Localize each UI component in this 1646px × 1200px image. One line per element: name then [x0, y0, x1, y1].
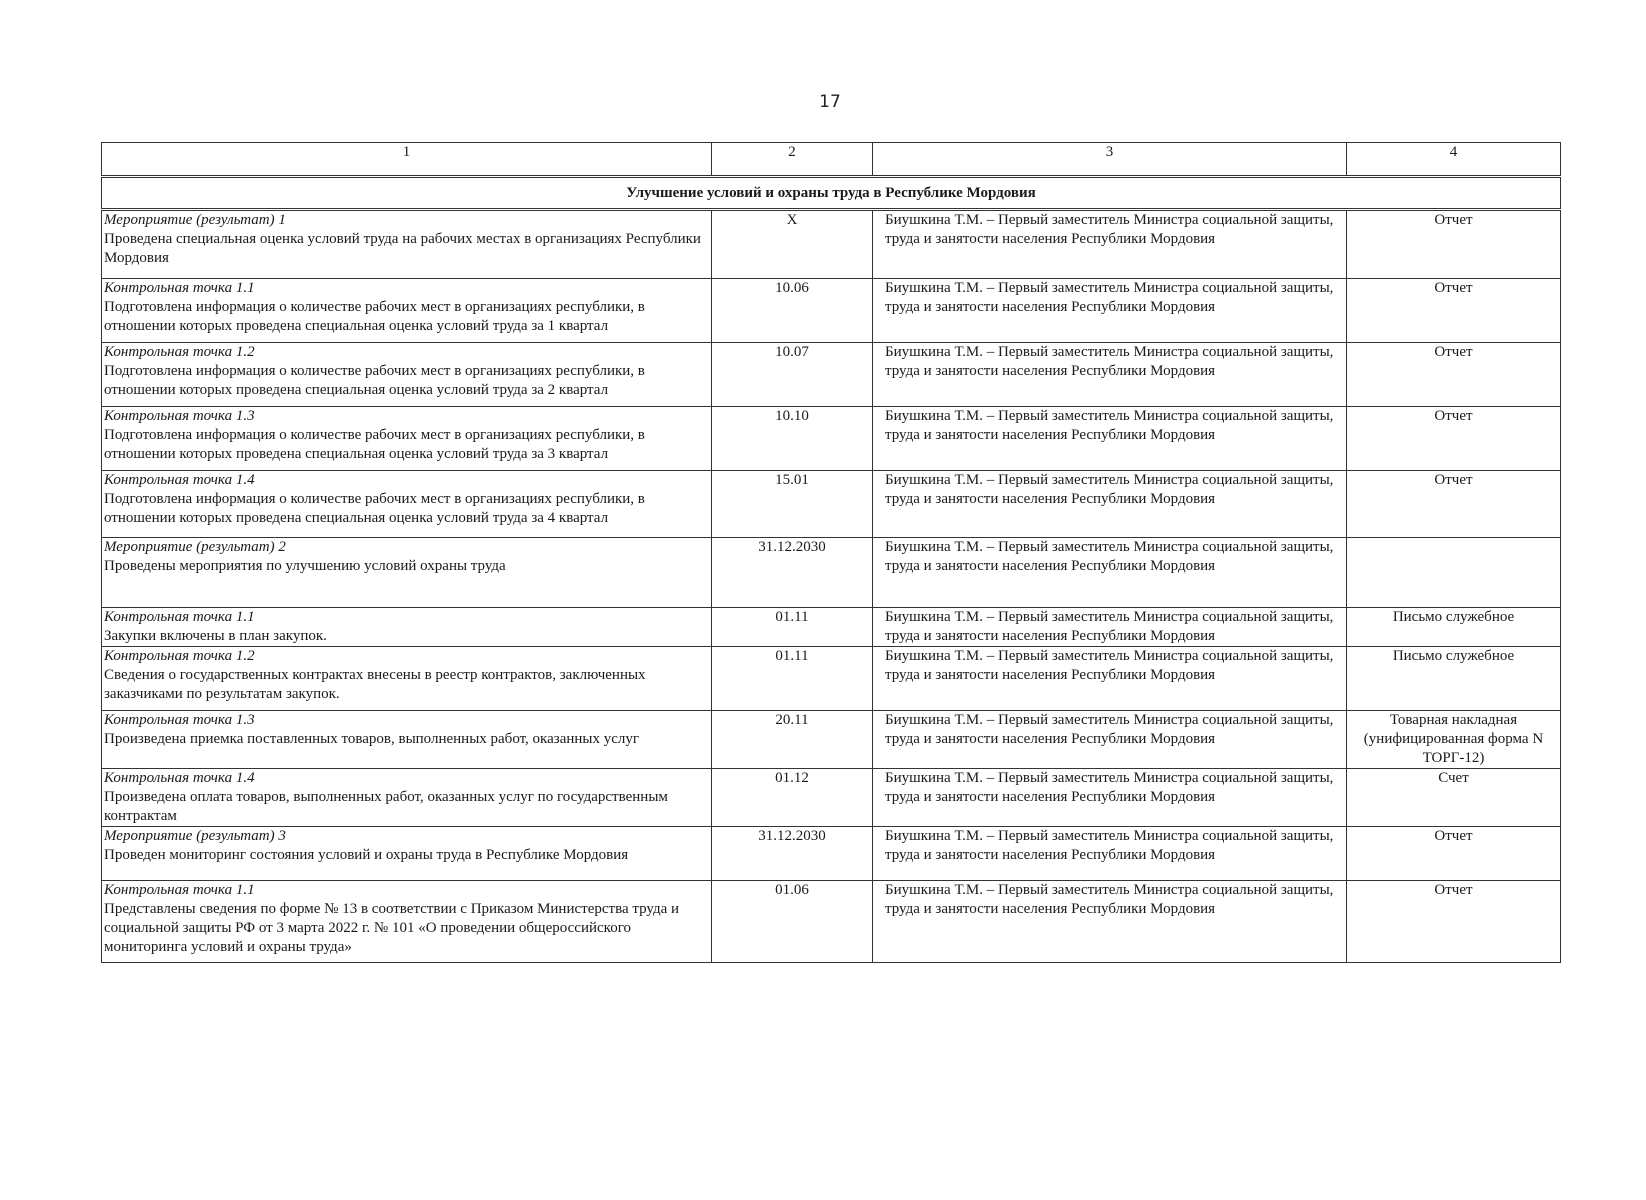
document-cell: Отчет — [1347, 471, 1561, 538]
measure-cell — [102, 711, 712, 769]
responsible-cell: Биушкина Т.М. – Первый заместитель Министра социальной защиты, труда и занятости населения Республики Мордовия — [873, 538, 1347, 608]
date-cell: 01.06 — [712, 881, 873, 963]
measure-cell — [102, 769, 712, 827]
document-cell: Отчет — [1347, 881, 1561, 963]
table-row — [102, 769, 1561, 827]
date-cell: 10.07 — [712, 343, 873, 407]
checkpoint-label: Контрольная точка 1.3 — [104, 712, 255, 728]
checkpoint-label: Контрольная точка 1.1 — [104, 882, 255, 898]
responsible-cell: Биушкина Т.М. – Первый заместитель Министра социальной защиты, труда и занятости населения Республики Мордовия — [873, 210, 1347, 279]
document-cell: Отчет — [1347, 407, 1561, 471]
responsible-cell: Биушкина Т.М. – Первый заместитель Министра социальной защиты, труда и занятости населения Республики Мордовия — [873, 608, 1347, 647]
responsible-cell: Биушкина Т.М. – Первый заместитель Министра социальной защиты, труда и занятости населения Республики Мордовия — [873, 471, 1347, 538]
measure-text: Проведена специальная оценка условий труда на рабочих местах в организациях Республики Мордовия — [104, 231, 701, 266]
section-title-row — [102, 177, 1561, 210]
measures-table — [101, 142, 1561, 963]
date-cell: 20.11 — [712, 711, 873, 769]
checkpoint-label: Контрольная точка 1.1 — [104, 609, 255, 625]
measure-text: Проведен мониторинг состояния условий и охраны труда в Республике Мордовия — [104, 847, 629, 863]
checkpoint-text: Подготовлена информация о количестве рабочих мест в организациях республики, в отношении которых проведена специальная оценка условий труда за 4 квартал — [104, 491, 645, 526]
measure-label: Мероприятие (результат) 3 — [104, 828, 286, 844]
checkpoint-text: Подготовлена информация о количестве рабочих мест в организациях республики, в отношении которых проведена специальная оценка условий труда за 1 квартал — [104, 299, 645, 334]
document-cell: Отчет — [1347, 343, 1561, 407]
date-cell: X — [712, 210, 873, 279]
measure-cell — [102, 881, 712, 963]
date-cell: 10.10 — [712, 407, 873, 471]
table-row — [102, 279, 1561, 343]
measure-cell — [102, 827, 712, 881]
document-cell: Отчет — [1347, 210, 1561, 279]
checkpoint-text: Представлены сведения по форме № 13 в соответствии с Приказом Министерства труда и социальной защиты РФ от 3 марта 2022 г. № 101 «О проведении общероссийского мониторинга условий и охраны труда» — [104, 901, 680, 955]
date-cell: 01.11 — [712, 608, 873, 647]
responsible-cell: Биушкина Т.М. – Первый заместитель Министра социальной защиты, труда и занятости населения Республики Мордовия — [873, 881, 1347, 963]
document-cell — [1347, 538, 1561, 608]
checkpoint-label: Контрольная точка 1.1 — [104, 280, 255, 296]
section-title: Улучшение условий и охраны труда в Республике Мордовия — [102, 177, 1561, 210]
checkpoint-text: Закупки включены в план закупок. — [104, 628, 327, 644]
checkpoint-text: Сведения о государственных контрактах внесены в реестр контрактов, заключенных заказчиками по результатам закупок. — [104, 667, 646, 702]
table-row — [102, 407, 1561, 471]
responsible-cell: Биушкина Т.М. – Первый заместитель Министра социальной защиты, труда и занятости населения Республики Мордовия — [873, 647, 1347, 711]
date-cell: 10.06 — [712, 279, 873, 343]
measure-cell — [102, 407, 712, 471]
checkpoint-text: Подготовлена информация о количестве рабочих мест в организациях республики, в отношении которых проведена специальная оценка условий труда за 2 квартал — [104, 363, 645, 398]
responsible-cell: Биушкина Т.М. – Первый заместитель Министра социальной защиты, труда и занятости населения Республики Мордовия — [873, 769, 1347, 827]
responsible-cell: Биушкина Т.М. – Первый заместитель Министра социальной защиты, труда и занятости населения Республики Мордовия — [873, 827, 1347, 881]
measure-text: Проведены мероприятия по улучшению условий охраны труда — [104, 558, 506, 574]
column-header-2: 2 — [712, 143, 873, 177]
checkpoint-label: Контрольная точка 1.3 — [104, 408, 255, 424]
table-header-row — [102, 143, 1561, 177]
table-row — [102, 827, 1561, 881]
measure-cell — [102, 608, 712, 647]
responsible-cell: Биушкина Т.М. – Первый заместитель Министра социальной защиты, труда и занятости населения Республики Мордовия — [873, 711, 1347, 769]
measure-cell — [102, 343, 712, 407]
checkpoint-text: Произведена оплата товаров, выполненных работ, оказанных услуг по государственным контрактам — [104, 789, 668, 824]
column-header-3: 3 — [873, 143, 1347, 177]
column-header-4: 4 — [1347, 143, 1561, 177]
checkpoint-label: Контрольная точка 1.2 — [104, 648, 255, 664]
responsible-cell: Биушкина Т.М. – Первый заместитель Министра социальной защиты, труда и занятости населения Республики Мордовия — [873, 407, 1347, 471]
measure-cell — [102, 471, 712, 538]
table-row — [102, 647, 1561, 711]
measure-cell — [102, 279, 712, 343]
table-row — [102, 881, 1561, 963]
checkpoint-text: Произведена приемка поставленных товаров, выполненных работ, оказанных услуг — [104, 731, 640, 747]
document-cell: Отчет — [1347, 827, 1561, 881]
measure-label: Мероприятие (результат) 2 — [104, 539, 286, 555]
table-row — [102, 538, 1561, 608]
measure-cell — [102, 647, 712, 711]
document-cell: Письмо служебное — [1347, 647, 1561, 711]
date-cell: 01.11 — [712, 647, 873, 711]
date-cell: 31.12.2030 — [712, 538, 873, 608]
date-cell: 15.01 — [712, 471, 873, 538]
checkpoint-label: Контрольная точка 1.4 — [104, 770, 255, 786]
table-row — [102, 608, 1561, 647]
date-cell: 01.12 — [712, 769, 873, 827]
column-header-1: 1 — [102, 143, 712, 177]
checkpoint-text: Подготовлена информация о количестве рабочих мест в организациях республики, в отношении которых проведена специальная оценка условий труда за 3 квартал — [104, 427, 645, 462]
responsible-cell: Биушкина Т.М. – Первый заместитель Министра социальной защиты, труда и занятости населения Республики Мордовия — [873, 279, 1347, 343]
checkpoint-label: Контрольная точка 1.2 — [104, 344, 255, 360]
measure-label: Мероприятие (результат) 1 — [104, 212, 286, 228]
document-cell: Письмо служебное — [1347, 608, 1561, 647]
table-row — [102, 210, 1561, 279]
measure-cell — [102, 210, 712, 279]
measure-cell — [102, 538, 712, 608]
document-cell: Товарная накладная (унифицированная форма N ТОРГ-12) — [1347, 711, 1561, 769]
table-row — [102, 711, 1561, 769]
document-cell: Отчет — [1347, 279, 1561, 343]
page-number: 17 — [819, 92, 841, 112]
date-cell: 31.12.2030 — [712, 827, 873, 881]
table-row — [102, 471, 1561, 538]
document-cell: Счет — [1347, 769, 1561, 827]
responsible-cell: Биушкина Т.М. – Первый заместитель Министра социальной защиты, труда и занятости населения Республики Мордовия — [873, 343, 1347, 407]
checkpoint-label: Контрольная точка 1.4 — [104, 472, 255, 488]
table-row — [102, 343, 1561, 407]
